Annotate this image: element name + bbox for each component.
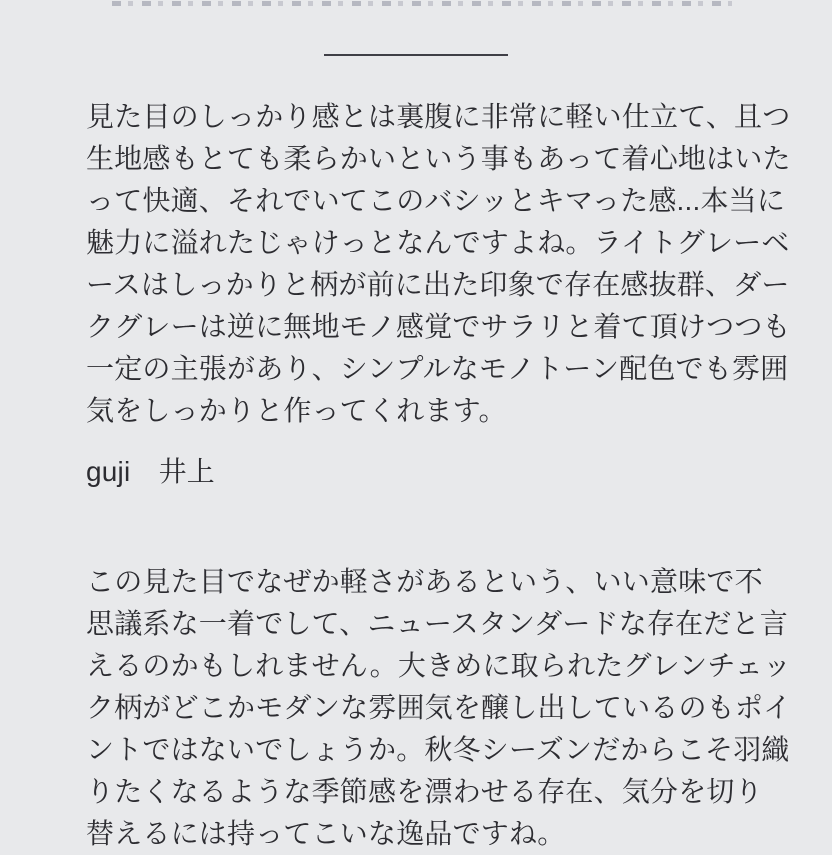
text-line: って快適、それでいてこのバシッとキマった感...本当に <box>86 185 786 216</box>
paragraph-recommendation <box>86 561 792 855</box>
text-line: ントではないでしょうか。秋冬シーズンだからこそ羽織 <box>86 734 790 765</box>
text-line: この見た目でなぜか軽さがあるという、いい意味で不 <box>86 566 763 597</box>
text-line: 見た目のしっかり感とは裏腹に非常に軽い仕立て、且つ <box>86 101 791 132</box>
clipped-heading-remnant <box>112 1 732 6</box>
text-line: ク柄がどこかモダンな雰囲気を醸し出しているのもポイ <box>86 692 792 723</box>
text-line: 気をしっかりと作ってくれます。 <box>86 395 507 426</box>
article-body <box>86 96 792 855</box>
text-line: ースはしっかりと柄が前に出た印象で存在感抜群、ダー <box>86 269 790 300</box>
text-line: 替えるには持ってこいな逸品ですね。 <box>86 818 566 849</box>
text-line: えるのかもしれません。大きめに取られたグレンチェッ <box>86 650 792 681</box>
section-divider <box>324 54 508 56</box>
text-line: 一定の主張があり、シンプルなモノトーン配色でも雰囲 <box>86 353 789 384</box>
text-line: 魅力に溢れたじゃけっとなんですよね。ライトグレーベ <box>86 227 790 258</box>
text-line: 生地感もとても柔らかいという事もあって着心地はいた <box>86 143 791 174</box>
text-line: 思議系な一着でして、ニュースタンダードな存在だと言 <box>86 608 788 639</box>
signature-text: guji 井上 <box>86 456 215 487</box>
paragraph-impressions <box>86 96 791 432</box>
text-line: りたくなるような季節感を漂わせる存在、気分を切り <box>86 776 763 807</box>
text-line: クグレーは逆に無地モノ感覚でサラリと着て頂けつつも <box>86 311 791 342</box>
author-signature <box>86 451 754 493</box>
